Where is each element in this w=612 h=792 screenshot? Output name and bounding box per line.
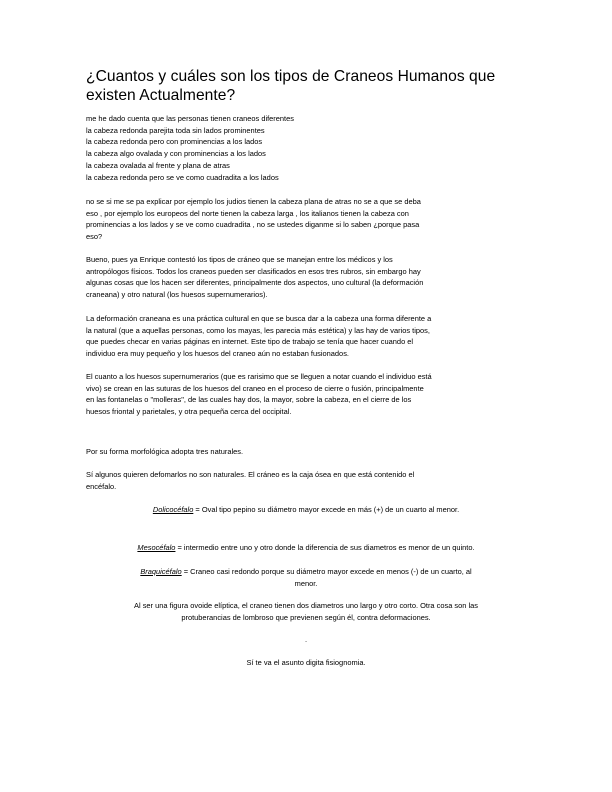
morph-intro [86,446,528,458]
text-line: eso? [86,232,103,242]
text-line: Sí te va el asunto digita fisiognomia. [246,658,366,667]
question-line: la cabeza redonda pero con prominencias a los lados [86,137,263,147]
question-line: me he dado cuenta que las personas tienen craneos diferentes [86,114,294,123]
text-line: La deformación craneana es una práctica cultural en que se busca dar a la cabeza una forma diferente a [86,314,432,323]
meso-text: = intermedio entre uno y otro donde la diferencia de sus diametros es menor de un quinto. [175,543,475,552]
ovoid-paragraph [86,600,526,623]
question-list [86,113,528,183]
text-line: la natural (que a aquellas personas, como los mayas, les parecia más estética) y las hay de varios tipos, [86,325,430,335]
text-line: Por su forma morfológica adopta tres naturales. [86,447,244,456]
text-line: prominencias a los lados y se ve como cuadradita , no se ustedes diganme si lo saben ¿porque pasa [86,220,420,230]
text-line: en las fontanelas o "molleras", de las cuales hay dos, la mayor, sobre la cabeza, en el cierre de los [86,395,412,405]
text-line: eso , por ejemplo los europeos del norte tienen la cabeza larga , los italianos tienen la cabeza con [86,208,409,218]
text-line: protuberancias de lombroso que previenen según él, contra deformaciones. [181,612,431,622]
text-line: vivo) se crean en las suturas de los huesos del craneo en el proceso de cierre o fusión, principalmente [86,383,424,393]
page-title: ¿Cuantos y cuáles son los tipos de Craneos Humanos que existen Actualmente? [86,68,496,104]
text-line: craneana) y otro natural (los huesos supernumerarios). [86,290,268,300]
answer-paragraph-1 [86,254,528,301]
meso-definition [86,542,526,554]
question-line: la cabeza redonda parejita toda sin lados prominentes [86,125,265,135]
meso-term: Mesocéfalo [137,543,176,552]
braqui-text: = Craneo casi redondo porque su diámetro mayor excede en menos (-) de un cuarto, al [181,567,472,576]
dolico-term: Dolicocéfalo [152,505,194,514]
closing-line [86,657,526,669]
text-line: . [304,635,308,644]
text-line: que puedes checar en varias páginas en internet. Este tipo de trabajo se tenía que hacer cuando el [86,337,414,347]
text-line: El cuanto a los huesos supernumerarios (que es rarisimo que se lleguen a notar cuando el individuo está [86,372,432,381]
text-line: antropólogos físicos. Todos los craneos pueden ser clasificados en esos tres rubros, sin embargo hay [86,266,421,276]
question-line: la cabeza algo ovalada y con prominencias a los lados [86,149,266,159]
braqui-term: Braquicéfalo [140,567,182,576]
dolico-definition [86,504,526,516]
answer-paragraph-3 [86,371,528,418]
text-line: algunas cosas que los hacen ser diferentes, principalmente dos aspectos, uno cultural (la deformación [86,278,424,288]
dolico-text: = Oval tipo pepino su diámetro mayor excede en más (+) de un cuarto al menor. [193,505,460,514]
text-line: Al ser una figura ovoide elíptica, el craneo tienen dos diametros uno largo y otro corto. Otra cosa son las [134,601,478,610]
text-line: Sí algunos quieren defomarlos no son naturales. El cráneo es la caja ósea en que está contenido el [86,470,415,479]
text-line: encéfalo. [86,481,117,491]
braqui-text-2: menor. [294,578,318,588]
text-line: huesos friontal y parietales, y otra pequeña cerca del occipital. [86,407,292,417]
morph-paragraph [86,469,528,492]
text-line: individuo era muy pequeño y los huesos del craneo aún no estaban fusionados. [86,349,349,359]
text-line: Bueno, pues ya Enrique contestó los tipos de cráneo que se manejan entre los médicos y los [86,255,393,264]
braqui-definition [86,566,526,589]
answer-paragraph-2 [86,313,528,360]
separator-dot [86,634,526,646]
question-line: la cabeza redonda pero se ve como cuadradita a los lados [86,172,279,182]
question-line: la cabeza ovalada al frente y plana de atras [86,160,230,170]
text-line: no se si me se pa explicar por ejemplo los judios tienen la cabeza plana de atras no se a que se deba [86,197,421,206]
question-paragraph [86,196,528,243]
